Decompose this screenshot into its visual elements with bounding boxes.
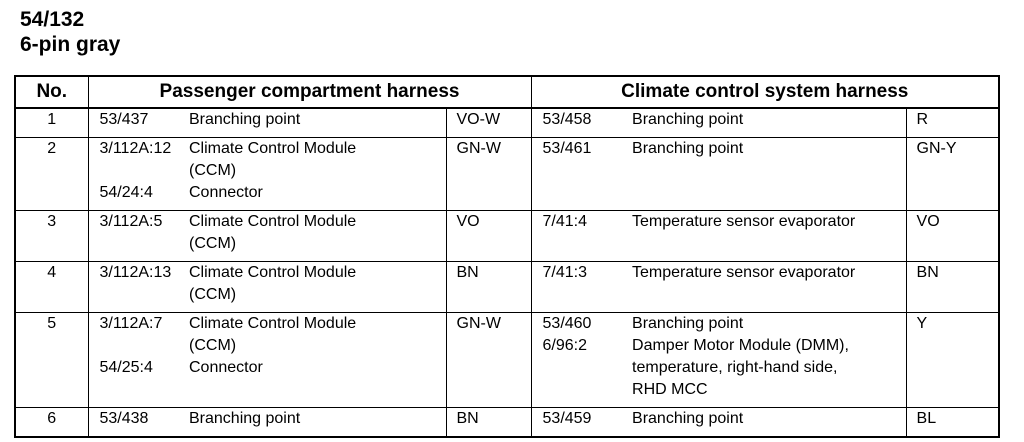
passenger-component-line: (CCM) (189, 162, 237, 179)
pin-number: 5 (15, 313, 88, 408)
passenger-wire-color: GN-W (446, 313, 531, 408)
passenger-code-line: 3/112A:7 (99, 315, 163, 332)
climate-code-line: 53/460 (542, 315, 592, 332)
climate-component-line: temperature, right-hand side, (632, 359, 838, 376)
passenger-code (88, 211, 189, 262)
climate-component-line: RHD MCC (632, 381, 708, 398)
climate-component-line: Damper Motor Module (DMM), (632, 337, 849, 354)
pin-number: 6 (15, 408, 88, 438)
passenger-component-line: Climate Control Module (189, 264, 357, 281)
climate-component (632, 108, 906, 138)
climate-wire-color: GN-Y (906, 138, 999, 211)
passenger-code-line (100, 335, 190, 357)
passenger-code-line: 3/112A:12 (99, 140, 172, 157)
passenger-wire-color: BN (446, 408, 531, 438)
header-climate-harness: Climate control system harness (531, 76, 999, 108)
table-row (15, 262, 999, 313)
climate-code (531, 262, 632, 313)
passenger-code (88, 138, 189, 211)
passenger-wire-color: VO (446, 211, 531, 262)
passenger-component (189, 211, 446, 262)
passenger-code-line: 54/24:4 (99, 184, 153, 201)
climate-component-line: Temperature sensor evaporator (632, 213, 856, 230)
passenger-code (88, 108, 189, 138)
climate-wire-color: Y (906, 313, 999, 408)
passenger-wire-color: BN (446, 262, 531, 313)
passenger-component-line: Climate Control Module (189, 140, 357, 157)
passenger-component-line: (CCM) (189, 286, 237, 303)
climate-code (531, 211, 632, 262)
climate-code-line: 6/96:2 (542, 337, 587, 354)
climate-component (632, 408, 906, 438)
passenger-component (189, 108, 446, 138)
passenger-component-line: Connector (189, 184, 263, 201)
climate-component (632, 262, 906, 313)
passenger-component (189, 313, 446, 408)
passenger-component-line: (CCM) (189, 337, 237, 354)
passenger-component (189, 262, 446, 313)
table-row (15, 408, 999, 438)
passenger-code (88, 262, 189, 313)
passenger-component-line: (CCM) (189, 235, 237, 252)
climate-code-line: 53/459 (542, 410, 592, 427)
passenger-code-line: 53/437 (99, 111, 149, 128)
passenger-code (88, 313, 189, 408)
table-row (15, 211, 999, 262)
table-row (15, 313, 999, 408)
pin-number: 3 (15, 211, 88, 262)
climate-code (531, 138, 632, 211)
passenger-code-line: 54/25:4 (99, 359, 153, 376)
climate-component-line: Branching point (632, 140, 744, 157)
climate-code-line: 53/458 (542, 111, 592, 128)
passenger-code-line: 3/112A:5 (99, 213, 163, 230)
passenger-component-line: Branching point (189, 410, 301, 427)
header-passenger-harness: Passenger compartment harness (88, 76, 531, 108)
passenger-wire-color: VO-W (446, 108, 531, 138)
table-row (15, 108, 999, 138)
climate-code-line: 7/41:4 (542, 213, 587, 230)
passenger-wire-color: GN-W (446, 138, 531, 211)
pin-number: 2 (15, 138, 88, 211)
climate-code-line: 53/461 (542, 140, 592, 157)
climate-component (632, 211, 906, 262)
table-row (15, 138, 999, 211)
passenger-code-line (100, 160, 190, 182)
passenger-component-line: Connector (189, 359, 263, 376)
table-body (15, 108, 999, 437)
passenger-component (189, 408, 446, 438)
header-no: No. (15, 76, 88, 108)
climate-code (531, 313, 632, 408)
climate-component-line: Branching point (632, 410, 744, 427)
pin-assignment-table (14, 75, 1000, 438)
passenger-code-line: 53/438 (99, 410, 149, 427)
passenger-component-line: Branching point (189, 111, 301, 128)
passenger-component (189, 138, 446, 211)
climate-component (632, 138, 906, 211)
table-header-row (15, 76, 999, 108)
passenger-code (88, 408, 189, 438)
climate-code-line: 7/41:3 (542, 264, 587, 281)
climate-wire-color: R (906, 108, 999, 138)
connector-description: 6-pin gray (20, 33, 121, 56)
climate-wire-color: BL (906, 408, 999, 438)
passenger-code-line: 3/112A:13 (99, 264, 172, 281)
passenger-component-line: Climate Control Module (189, 213, 357, 230)
connector-id: 54/132 (20, 8, 85, 31)
climate-wire-color: BN (906, 262, 999, 313)
page-header (20, 7, 120, 57)
climate-component-line: Branching point (632, 315, 744, 332)
passenger-component-line: Climate Control Module (189, 315, 357, 332)
climate-wire-color: VO (906, 211, 999, 262)
climate-component-line: Branching point (632, 111, 744, 128)
climate-component-line: Temperature sensor evaporator (632, 264, 856, 281)
pin-number: 1 (15, 108, 88, 138)
pin-number: 4 (15, 262, 88, 313)
climate-component (632, 313, 906, 408)
climate-code (531, 108, 632, 138)
climate-code (531, 408, 632, 438)
